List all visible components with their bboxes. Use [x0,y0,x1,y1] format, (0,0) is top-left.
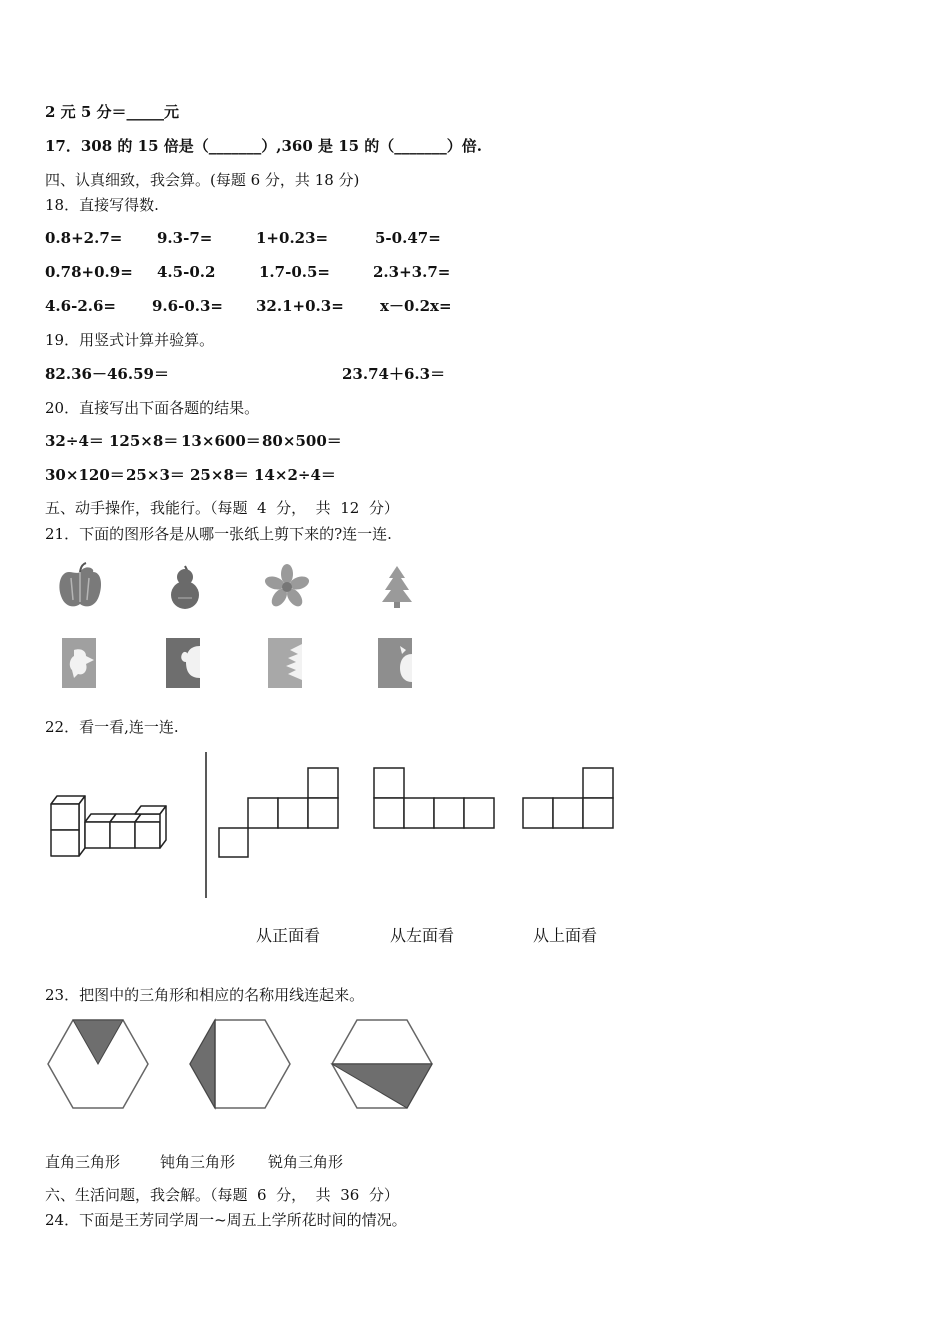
q20-item: 32÷4＝ [45,432,104,450]
question-21: 21．下面的图形各是从哪一张纸上剪下来的?连一连. [45,525,392,543]
question-22: 22．看一看,连一连. [45,718,179,736]
view-option-c [521,766,615,830]
view-caption-front: 从正面看 [256,926,321,945]
question-19: 19．用竖式计算并验算。 [45,331,215,349]
apple-shape-icon [55,562,105,612]
q20-item: 125×8＝ [109,432,179,450]
q20-item: 25×8＝ [190,466,249,484]
gourd-shape-icon [160,562,210,612]
q20-item: 80×500＝ [262,432,342,450]
question-16-tail: 2 元 5 分＝_____元 [45,103,180,121]
view-caption-top: 从上面看 [533,926,598,945]
q19-item: 23.74＋6.3＝ [342,365,446,383]
flower-shape-icon [262,562,312,612]
paper-sheet-icon [164,636,204,690]
q18-item: 32.1+0.3= [256,297,344,315]
question-24: 24．下面是王芳同学周一~周五上学所花时间的情况。 [45,1211,407,1229]
q20-item: 13×600＝ [181,432,261,450]
q18-item: 0.8+2.7= [45,229,123,247]
q19-item: 82.36－46.59＝ [45,365,169,383]
hexagon-figure-2 [188,1018,292,1110]
q18-item: 5-0.47= [375,229,441,247]
q18-item: 4.6-2.6= [45,297,116,315]
triangle-name-right: 直角三角形 [45,1153,121,1171]
q18-item: 1+0.23= [256,229,329,247]
q20-item: 14×2÷4＝ [254,466,336,484]
question-17: 17．308 的 15 倍是（_______）,360 是 15 的（_______）倍. [45,137,483,155]
divider-line [204,752,208,898]
section-5-heading: 五、动手操作，我能行。（每题 4 分， 共 12 分） [45,499,399,517]
question-20: 20．直接写出下面各题的结果。 [45,399,260,417]
tree-shape-icon [372,562,422,612]
hexagon-figure-3 [330,1018,434,1110]
view-caption-left: 从左面看 [390,926,455,945]
view-option-b [372,766,496,830]
q18-item: 9.3-7= [157,229,213,247]
q20-item: 25×3＝ [126,466,185,484]
section-4-heading: 四、认真细致，我会算。(每题 6 分，共 18 分) [45,171,360,189]
q18-item: 9.6-0.3= [152,297,223,315]
paper-sheet-icon [376,636,416,690]
q18-item: 2.3+3.7= [373,263,451,281]
paper-sheet-icon [60,636,100,690]
hexagon-figure-1 [46,1018,150,1110]
q20-item: 30×120＝ [45,466,125,484]
question-18: 18．直接写得数. [45,196,159,214]
q18-item: x－0.2x= [380,297,452,315]
triangle-name-obtuse: 钝角三角形 [160,1153,236,1171]
triangle-name-acute: 锐角三角形 [268,1153,344,1171]
q18-item: 0.78+0.9= [45,263,133,281]
cube-arrangement-figure [48,792,188,862]
view-option-a [218,766,340,858]
section-6-heading: 六、生活问题，我会解。（每题 6 分， 共 36 分） [45,1186,399,1204]
paper-sheet-icon [266,636,306,690]
question-23: 23．把图中的三角形和相应的名称用线连起来。 [45,986,365,1004]
q18-item: 4.5-0.2 [157,263,216,281]
q18-item: 1.7-0.5= [259,263,330,281]
